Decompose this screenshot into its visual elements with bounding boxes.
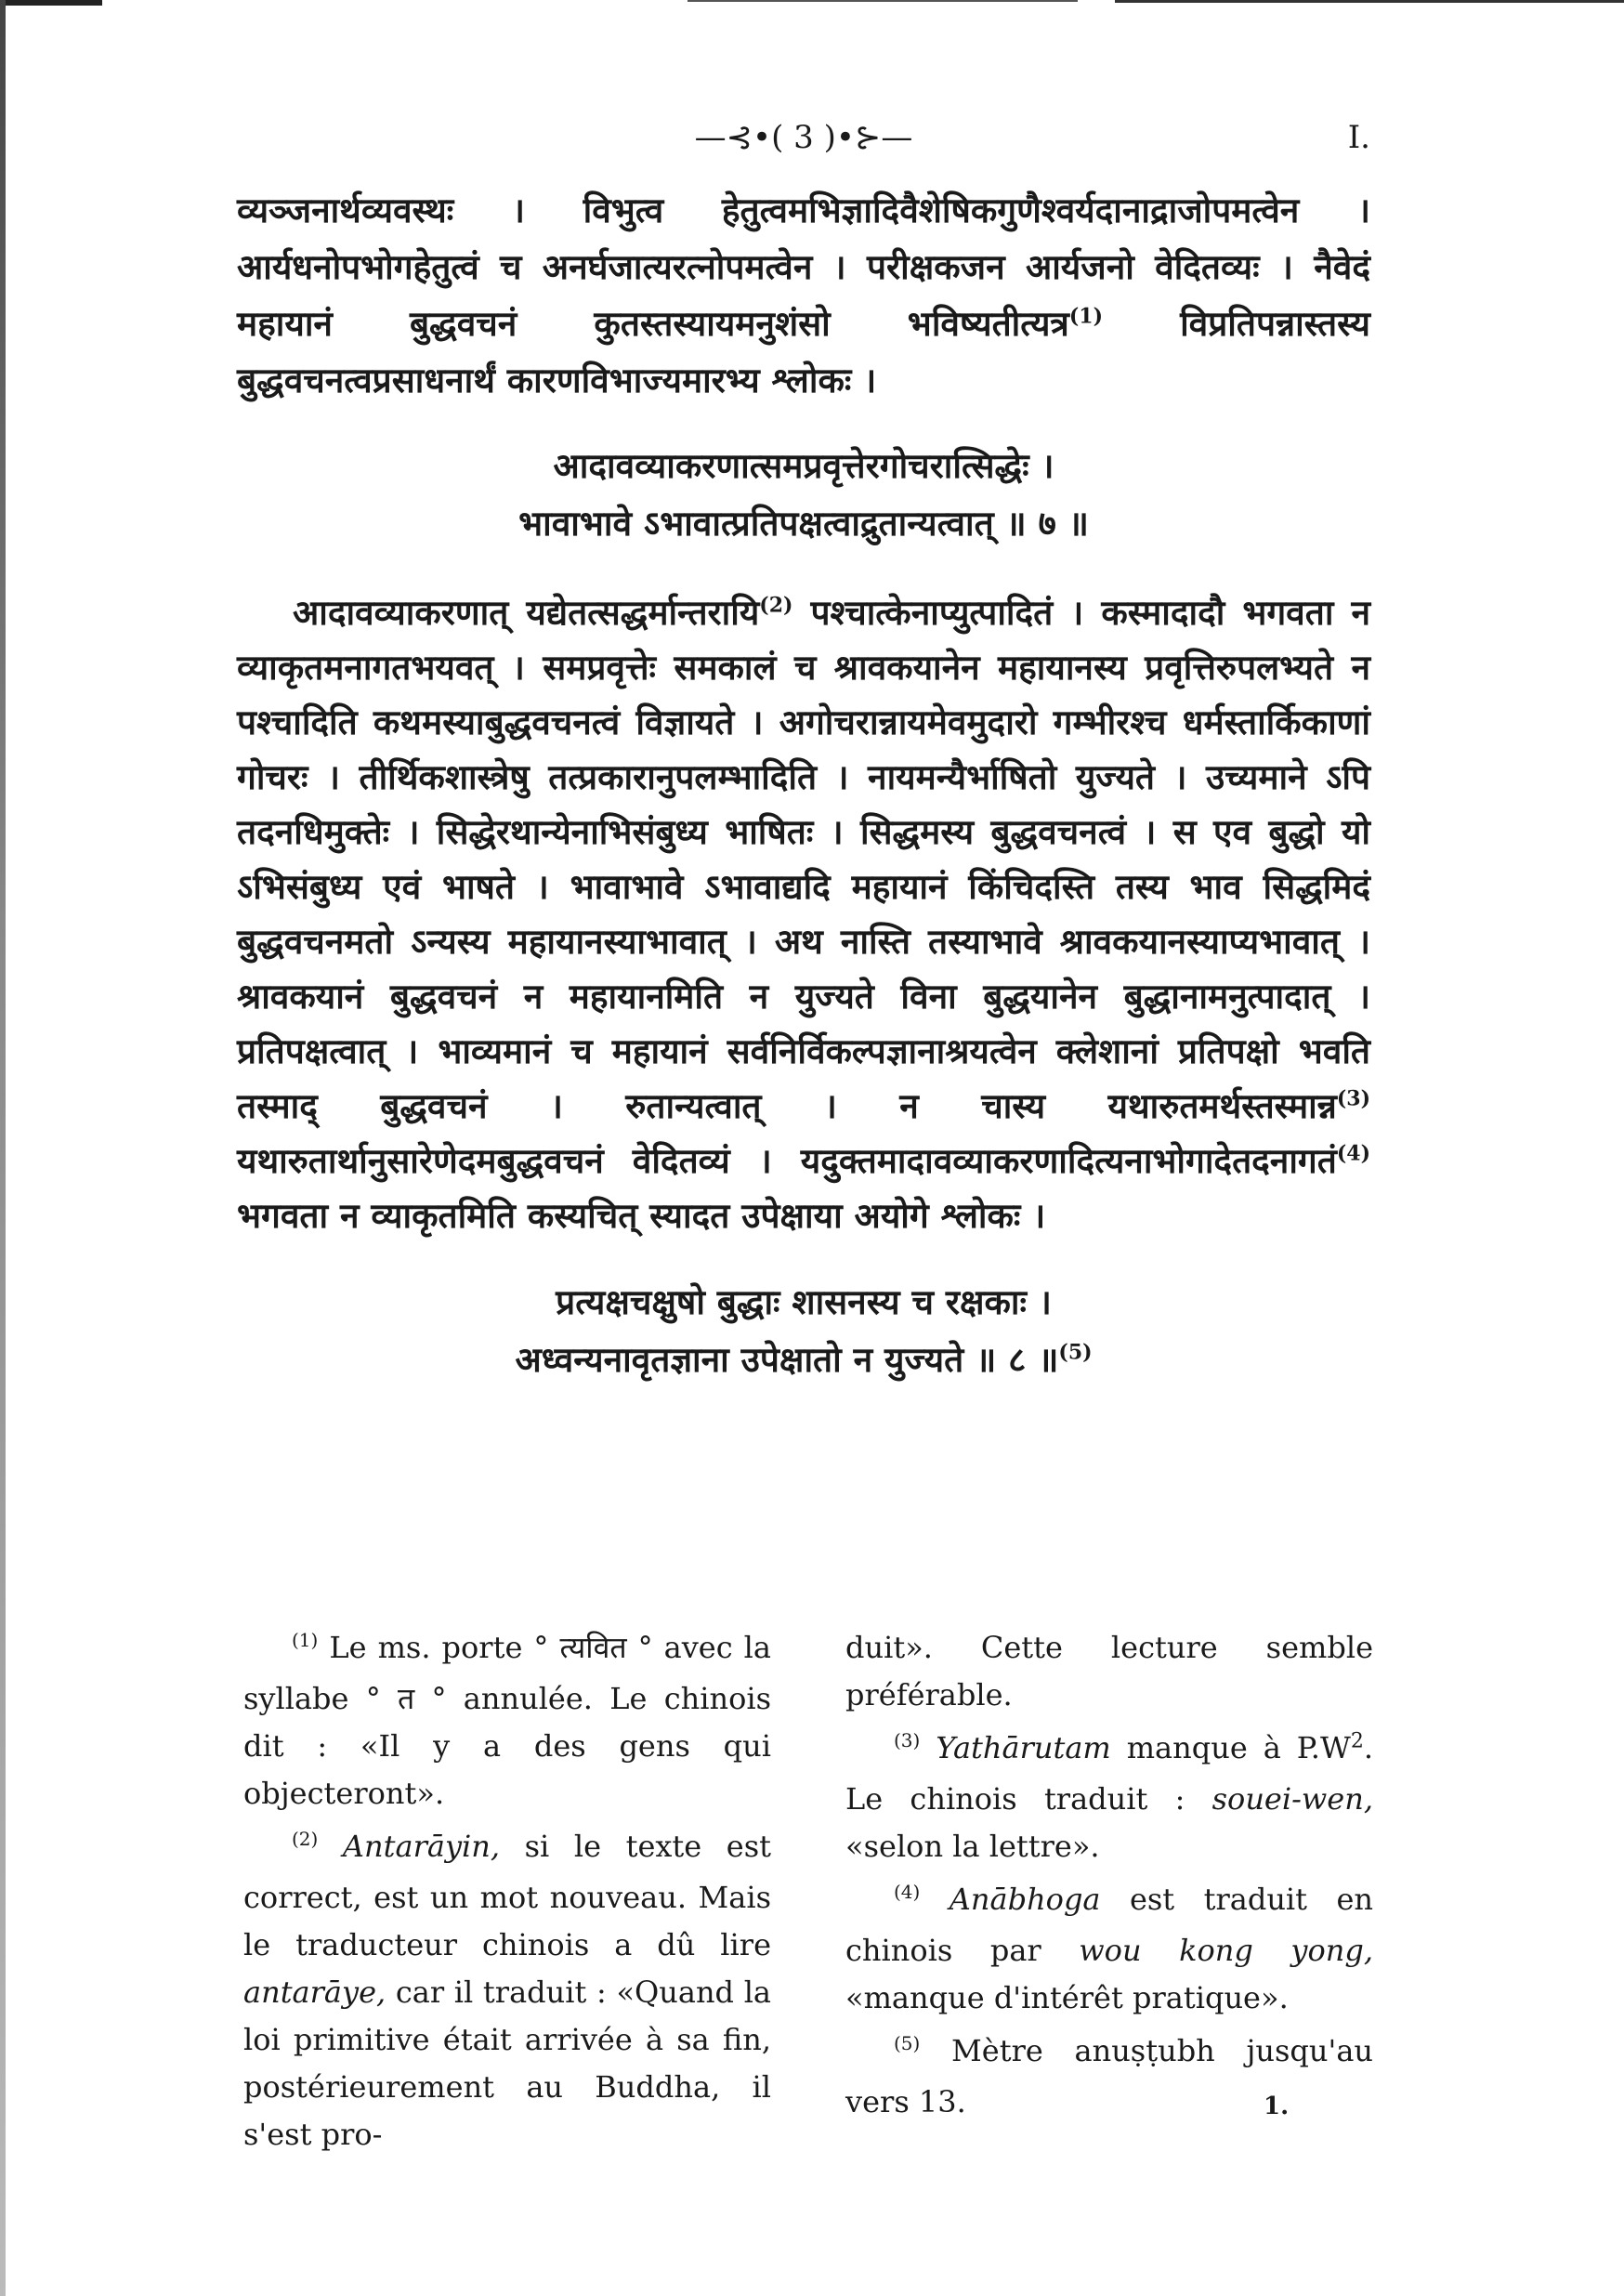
footnote-1-text: Le ms. porte ° त्यवित ° avec la syllabe ° त ° annulée. Le chinois dit : «Il y a des gens qui objecteront». (243, 1630, 771, 1811)
commentary-part-b: पश्चात्केनाप्युत्पादितं । कस्मादादौ भगवता न व्याकृतमनागतभयवत् । समप्रवृत्तेः समकालं च श्रावकयानेन महायानस्य प्रवृत्तिरुपलभ्यते न पश्चादिति कथमस्याबुद्धवचनत्वं विज्ञायते । अगोचरान्नायमेवमुदारो गम्भीरश्च धर्मस्तार्किकाणां गोचरः । तीर्थिकशास्त्रेषु तत्प्रकारानुपलम्भादिति । नायमन्यैर्भाषितो युज्यते । उच्यमाने ऽपि तदनधिमुक्तेः । सिद्धेरथान्येनाभिसंबुध्य भाषितः । सिद्धमस्य बुद्धवचनत्वं । स एव बुद्धो यो ऽभिसंबुध्य एवं भाषते । भावाभावे ऽभावाद्यदि महायानं किंचिदस्ति तस्य भाव सिद्धमिदं बुद्धवचनमतो ऽन्यस्य महायानस्याभावात् । अथ नास्ति तस्याभावे श्रावकयानस्याप्यभावात् । श्रावकयानं बुद्धवचनं न महायानमिति न युज्यते विना बुद्धयानेन बुद्धानामनुत्पादात् । प्रतिपक्षत्वात् । भाव्यमानं च महायानं सर्वनिर्विकल्पज्ञानाश्रयत्वेन क्लेशानां प्रतिपक्षो भवति तस्माद् बुद्धवचनं । रुतान्यत्वात् । न चास्य यथारुतमर्थस्तस्मान्न (237, 592, 1370, 1126)
footnote-2-continued: duit». Cette lecture semble préférable. (845, 1630, 1373, 1712)
para1-end: विप्रतिपन्नास्तस्य बुद्धवचनत्वप्रसाधनार्थं कारणविभाज्यमारभ्य श्लोकः । (237, 303, 1370, 400)
footnote-ref-3: (3) (1336, 1086, 1370, 1111)
footnote-4 (845, 1876, 1373, 2022)
running-header (237, 119, 1370, 165)
footnote-3-sup: 2 (1350, 1729, 1364, 1753)
verse-8-line-1: प्रत्यक्षचक्षुषो बुद्धाः शासनस्य च रक्षकाः । (556, 1281, 1052, 1322)
footnote-4-mark: (4) (894, 1881, 921, 1903)
verse-7-line-1: आदावव्याकरणात्समप्रवृत्तेरगोचरात्सिद्धेः । (553, 445, 1054, 486)
footnote-2-text-a: si le texte est correct, est un mot nouveau. Mais le traducteur chinois a dû lire (243, 1829, 772, 1962)
footnote-ref-5: (5) (1058, 1340, 1093, 1365)
footnote-4-word: Anābhoga (949, 1882, 1101, 1917)
verse-7 (237, 437, 1370, 552)
footnote-5-mark: (5) (894, 2032, 921, 2054)
footnote-4-word2: wou kong yong, (1079, 1933, 1374, 1968)
page-left-edge (0, 0, 6, 2296)
footnote-3-text-a: manque à P.W (1126, 1730, 1351, 1765)
footnote-3-word2: souei-wen, (1211, 1781, 1374, 1817)
verse-7-line-2: भावाभावे ऽभावात्प्रतिपक्षत्वाद्रुतान्यत्वात् ॥ ७ ॥ (518, 503, 1089, 544)
commentary-part-d: भगवता न व्याकृतमिति कस्यचित् स्यादत उपेक्षाया अयोगे श्लोकः । (237, 1195, 1046, 1236)
footnotes-right-column (845, 1624, 1373, 2132)
commentary-part-a: आदावव्याकरणात् यद्येतत्सद्धर्मान्तरायि (293, 592, 760, 633)
footnote-5-text: Mètre anuṣṭubh jusqu'au vers 13. (845, 2033, 1374, 2119)
footnote-2 (243, 1823, 771, 2158)
footnote-1 (243, 1624, 771, 1817)
footnote-2-word: Antarāyin, (342, 1829, 501, 1864)
verse-8 (237, 1273, 1370, 1388)
commentary-part-c: यथारुतार्थानुसारेणेदमबुद्धवचनं वेदितव्यं । यदुक्तमादावव्याकरणादित्यनाभोगादेतदनागतं (237, 1140, 1337, 1181)
footnotes-left-column (243, 1624, 771, 2164)
footnote-3-word: Yathārutam (936, 1730, 1111, 1765)
para1-text: व्यञ्जनार्थव्यवस्थः । विभुत्व हेतुत्वमभिज्ञादिवैशेषिकगुणैश्वर्यदानाद्राजोपमत्वेन । आर्यधनोपभोगहेतुत्वं च अनर्घजात्यरत्नोपमत्वेन । परीक्षकजन आर्यजनो वेदितव्यः । नैवेदं महायानं बुद्धवचनं कुतस्तस्यायमनुशंसो भविष्यतीत्यत्र (237, 190, 1370, 344)
sheet-signature: 1. (1264, 2093, 1290, 2120)
sanskrit-commentary (237, 585, 1370, 1243)
verse-8-line-2: अध्वन्यनावृतज्ञाना उपेक्षातो न युज्यते ॥ ८ ॥$^{(5)}$ (515, 1339, 1093, 1380)
footnote-5 (845, 2027, 1373, 2126)
page-number: —⊰•( 3 )•⊱— (694, 119, 913, 156)
footnote-3 (845, 1725, 1373, 1870)
footnote-3-text-b: . Le chinois traduit : (845, 1730, 1374, 1817)
footnote-3-mark: (3) (894, 1729, 921, 1752)
footnote-2-mark: (2) (292, 1828, 319, 1850)
footnote-4-text-a: est traduit en chinois par (845, 1882, 1373, 1968)
sanskrit-paragraph-1 (237, 182, 1370, 409)
footnote-ref-2: (2) (759, 593, 793, 618)
footnote-1-mark: (1) (292, 1629, 319, 1651)
footnote-ref-4: (4) (1336, 1141, 1370, 1166)
page-top-edge (0, 0, 1624, 6)
footnote-ref-1: (1) (1068, 304, 1103, 329)
footnote-2-text-b: car il traduit : «Quand la loi primitive était arrivée à sa fin, postérieurement au Buddha, il s'est pro- (243, 1975, 771, 2152)
footnote-3-text-c: «selon la lettre». (845, 1829, 1100, 1864)
footnote-4-text-b: «manque d'intérêt pratique». (845, 1980, 1289, 2015)
footnote-2-word2: antarāye, (243, 1975, 386, 2010)
chapter-signature: I. (1347, 119, 1370, 156)
